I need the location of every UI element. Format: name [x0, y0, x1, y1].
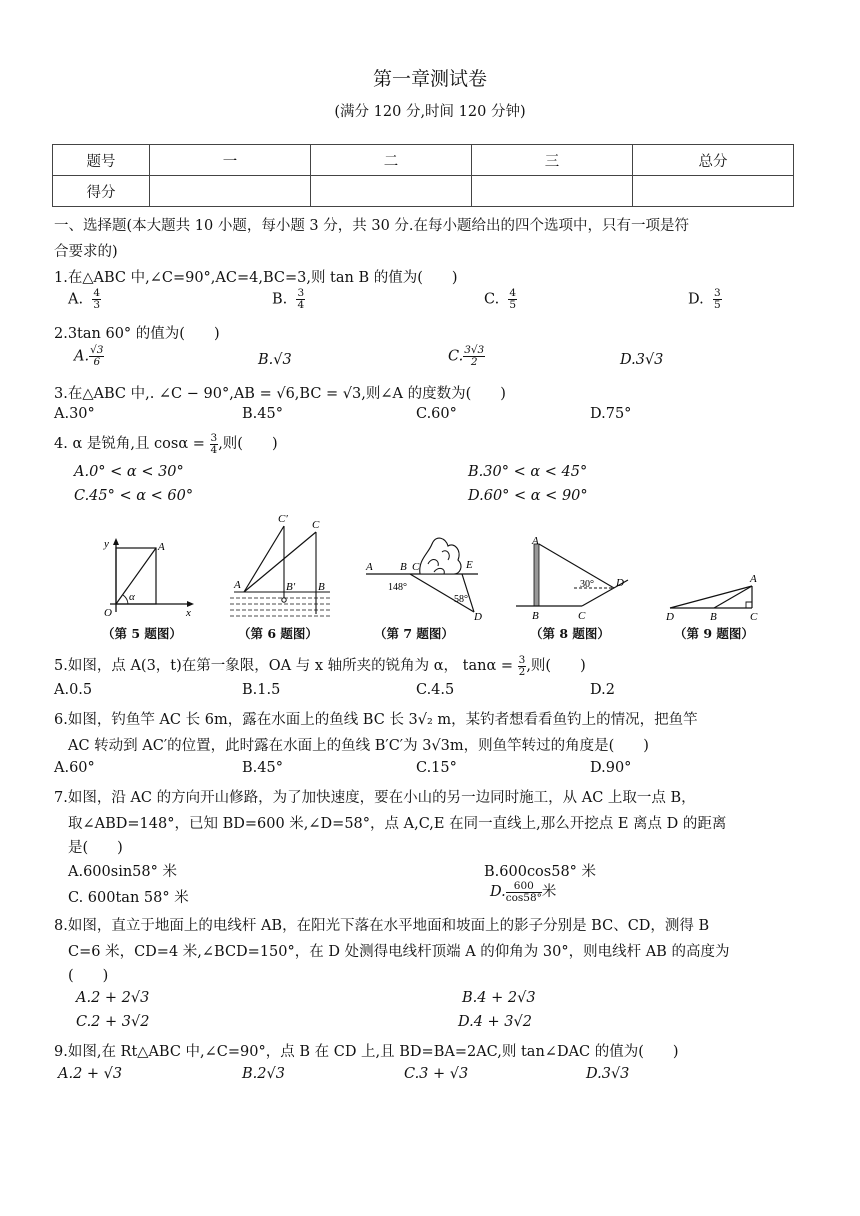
fig7-angle-58: 58° — [454, 594, 468, 605]
question-6-stem-cont: AC 转动到 AC′的位置，此时露在水面上的鱼线 B′C′为 3√3m，则鱼竿转过的角度是( ) — [68, 738, 649, 754]
table-cell: 题号 — [53, 145, 150, 176]
q2-option-c: C. $\frac{3√3}{2}$ — [448, 344, 485, 368]
q9-option-b: B.2√3 — [242, 1066, 285, 1082]
q2-option-b: B.√3 — [258, 352, 292, 368]
question-7-stem-end: 是( ) — [68, 840, 123, 856]
figure-5-diagram — [96, 532, 196, 622]
fig7-label-e: E — [466, 559, 473, 571]
table-cell — [472, 176, 633, 207]
question-2-stem: 2.3tan 60° 的值为( ) — [54, 326, 220, 342]
figure-9-caption: （第 9 题图） — [674, 626, 754, 641]
q8-option-c: C.2 + 3√2 — [76, 1014, 150, 1030]
q4-option-c: C.45° < α < 60° — [74, 488, 194, 504]
page-title: 第一章测试卷 — [372, 68, 487, 90]
figure-9-diagram — [664, 566, 764, 622]
fig5-label-alpha: α — [129, 591, 135, 603]
fig8-label-c: C — [578, 610, 586, 622]
q6-option-c: C.15° — [416, 760, 457, 776]
q3-option-c: C.60° — [416, 406, 457, 422]
table-cell: 得分 — [53, 176, 150, 207]
q5-option-b: B.1.5 — [242, 682, 281, 698]
fig8-label-b: B — [532, 610, 539, 622]
q1-option-d: D. $\frac{3}{5}$ — [688, 287, 721, 311]
fig6-label-c: C — [312, 519, 320, 531]
figure-7-caption: （第 7 题图） — [374, 626, 454, 641]
question-3-stem: 3.在△ABC 中,. ∠C − 90°,AB = √6,BC = √3,则∠A 的度数为( ) — [54, 386, 506, 402]
fig9-label-c: C — [750, 611, 758, 622]
fig5-label-a: A — [158, 541, 165, 553]
fig7-label-d: D — [474, 611, 482, 622]
q6-option-b: B.45° — [242, 760, 283, 776]
q9-option-d: D.3√3 — [586, 1066, 630, 1082]
section-heading-cont: 合要求的) — [54, 244, 118, 260]
figure-8-caption: （第 8 题图） — [530, 626, 610, 641]
fig9-label-a: A — [750, 573, 757, 585]
table-cell — [311, 176, 472, 207]
question-7-stem: 7.如图，沿 AC 的方向开山修路，为了加快速度，要在小山的另一边同时施工，从 AC 上取一点 B， — [54, 790, 696, 806]
fig8-label-d: D — [616, 577, 624, 589]
score-table-row — [53, 145, 794, 176]
fig7-angle-148: 148° — [388, 582, 407, 593]
q4-option-d: D.60° < α < 90° — [468, 488, 588, 504]
fig5-label-x: x — [186, 607, 191, 619]
question-6-stem: 6.如图，钓鱼竿 AC 长 6m，露在水面上的鱼线 BC 长 3√₂ m，某钓者想看看鱼钓上的情况，把鱼竿 — [54, 712, 698, 728]
table-cell — [150, 176, 311, 207]
question-8-stem-cont: C=6 米，CD=4 米,∠BCD=150°，在 D 处测得电线杆顶端 A 的仰角为 30°，则电线杆 AB 的高度为 — [68, 944, 730, 960]
figure-5-caption: （第 5 题图） — [102, 626, 182, 641]
fig9-label-b: B — [710, 611, 717, 622]
table-cell: 二 — [311, 145, 472, 176]
q6-option-d: D.90° — [590, 760, 632, 776]
fig7-label-a: A — [366, 561, 373, 573]
q4-option-b: B.30° < α < 45° — [468, 464, 588, 480]
question-4-stem: 4. α 是锐角,且 cosα = $\frac{3}{4}$ ,则( ) — [54, 431, 278, 456]
q4-option-a: A.0° < α < 30° — [74, 464, 184, 480]
page-subtitle: (满分 120 分,时间 120 分钟) — [334, 104, 526, 120]
q1-option-b: B. $\frac{3}{4}$ — [272, 287, 305, 311]
question-1-stem: 1.在△ABC 中,∠C=90°,AC=4,BC=3,则 tan B 的值为( ) — [54, 270, 458, 286]
fig6-label-bp: B′ — [286, 581, 296, 593]
q7-option-c: C. 600tan 58° 米 — [68, 890, 189, 906]
q8-option-d: D.4 + 3√2 — [458, 1014, 533, 1030]
score-table — [52, 144, 794, 207]
fig6-label-cp: C′ — [278, 513, 288, 525]
fig6-label-b: B — [318, 581, 325, 593]
q3-option-b: B.45° — [242, 406, 283, 422]
q7-option-d: D. $\frac{600}{\cos 58^\circ}$ 米 — [490, 879, 557, 904]
table-cell: 三 — [472, 145, 633, 176]
section-heading: 一、选择题(本大题共 10 小题，每小题 3 分，共 30 分.在每小题给出的四个选项中，只有一项是符 — [54, 218, 690, 234]
table-cell: 一 — [150, 145, 311, 176]
figure-6-diagram — [226, 510, 338, 622]
q7-option-a: A.600sin58° 米 — [68, 864, 177, 880]
q8-option-b: B.4 + 2√3 — [462, 990, 536, 1006]
q5-option-d: D.2 — [590, 682, 615, 698]
q2-option-d: D.3√3 — [620, 352, 664, 368]
fig8-label-a: A — [532, 535, 539, 547]
fig8-angle: 30° — [580, 579, 594, 590]
q1-option-a: A. $\frac{4}{3}$ — [68, 287, 100, 311]
question-5-stem: 5.如图，点 A(3，t)在第一象限，OA 与 x 轴所夹的锐角为 α， tanα = $\frac{3}{2}$ ,则( ) — [54, 653, 586, 678]
fig5-label-o: O — [104, 607, 112, 619]
fig7-label-c: C — [412, 561, 420, 573]
fig6-label-a: A — [234, 579, 241, 591]
question-8-stem-end: ( ) — [68, 968, 109, 984]
q5-option-a: A.0.5 — [54, 682, 93, 698]
q5-option-c: C.4.5 — [416, 682, 455, 698]
q7-option-b: B.600cos58° 米 — [484, 864, 597, 880]
q2-option-a: A. $\frac{√3}{6}$ — [74, 344, 104, 368]
fig7-label-b: B — [400, 561, 407, 573]
q9-option-c: C.3 + √3 — [404, 1066, 469, 1082]
q8-option-a: A.2 + 2√3 — [76, 990, 150, 1006]
score-table-row — [53, 176, 794, 207]
question-9-stem: 9.如图,在 Rt△ABC 中,∠C=90°，点 B 在 CD 上,且 BD=BA=2AC,则 tan∠DAC 的值为( ) — [54, 1044, 679, 1060]
table-cell: 总分 — [633, 145, 794, 176]
figure-8-diagram — [512, 532, 638, 622]
fig5-label-y: y — [104, 538, 109, 550]
q1-option-c: C. $\frac{4}{5}$ — [484, 287, 517, 311]
question-7-stem-cont: 取∠ABD=148°，已知 BD=600 米,∠D=58°，点 A,C,E 在同一直线上,那么开挖点 E 离点 D 的距离 — [68, 816, 727, 832]
fig9-label-d: D — [666, 611, 674, 622]
q9-option-a: A.2 + √3 — [58, 1066, 123, 1082]
figure-6-caption: （第 6 题图） — [238, 626, 318, 641]
q3-option-d: D.75° — [590, 406, 632, 422]
table-cell — [633, 176, 794, 207]
q6-option-a: A.60° — [54, 760, 95, 776]
figure-7-diagram — [362, 530, 494, 622]
question-8-stem: 8.如图，直立于地面上的电线杆 AB，在阳光下落在水平地面和坡面上的影子分别是 BC、CD，测得 B — [54, 918, 710, 934]
q3-option-a: A.30° — [54, 406, 95, 422]
